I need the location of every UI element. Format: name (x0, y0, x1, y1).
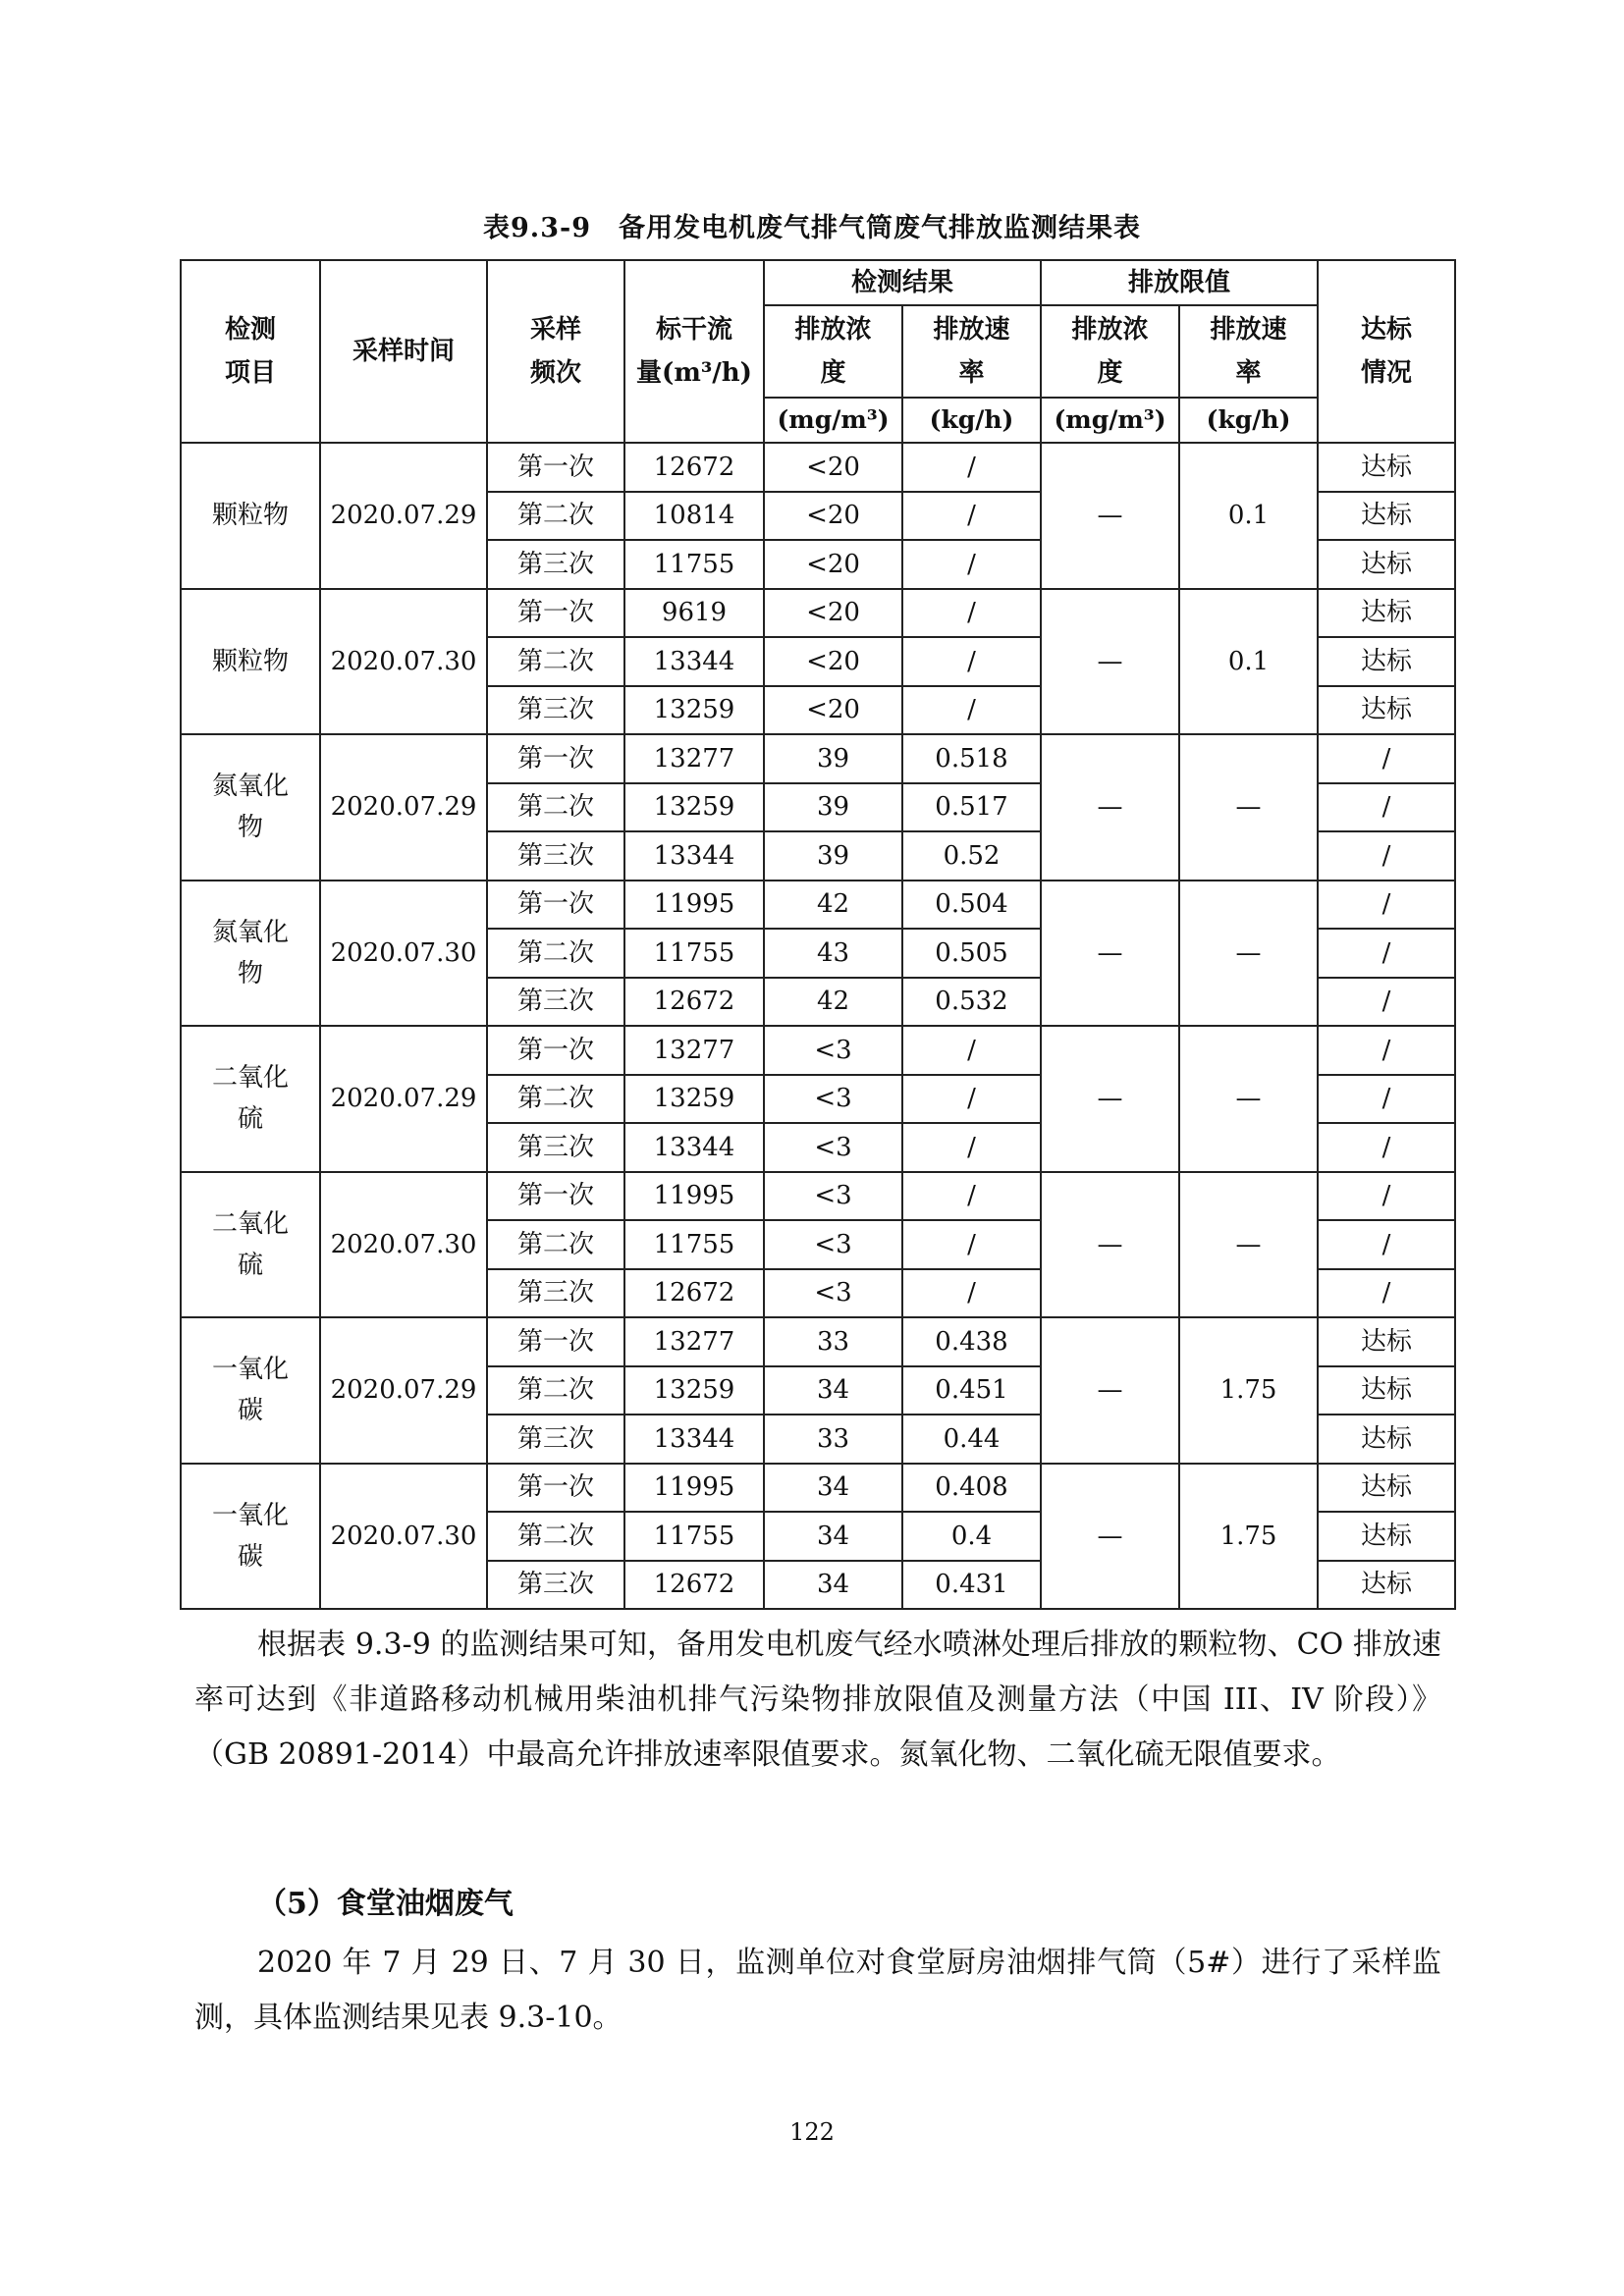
concentration-cell: 33 (764, 1415, 902, 1464)
sample-date-cell: 2020.07.30 (320, 1172, 487, 1318)
frequency-cell: 第一次 (487, 1026, 624, 1075)
unit-conc: (mg/m³) (764, 398, 902, 443)
table-row (181, 881, 1455, 930)
status-cell: 达标 (1318, 1512, 1455, 1561)
status-cell: 达标 (1318, 1366, 1455, 1415)
flow-cell: 11995 (624, 881, 764, 930)
flow-cell: 11995 (624, 1464, 764, 1513)
intro-paragraph: 2020 年 7 月 29 日、7 月 30 日，监测单位对食堂厨房油烟排气筒（5#）进行了采样监测，具体监测结果见表 9.3-10。 (194, 1946, 1441, 2035)
status-cell: / (1318, 1220, 1455, 1269)
status-cell: 达标 (1318, 1561, 1455, 1610)
status-cell: 达标 (1318, 443, 1455, 492)
rate-cell: 0.532 (902, 978, 1041, 1027)
rate-cell: 0.504 (902, 881, 1041, 930)
flow-cell: 13259 (624, 686, 764, 735)
sample-date-cell: 2020.07.30 (320, 881, 487, 1027)
flow-cell: 13277 (624, 734, 764, 783)
flow-cell: 11755 (624, 929, 764, 978)
table-header (181, 260, 1455, 443)
table-row (181, 1026, 1455, 1075)
flow-cell: 13277 (624, 1317, 764, 1366)
frequency-cell: 第三次 (487, 1123, 624, 1172)
pollutant-cell: 二氧化 硫 (181, 1026, 320, 1172)
frequency-cell: 第三次 (487, 1415, 624, 1464)
table-row (181, 589, 1455, 638)
status-cell: 达标 (1318, 1317, 1455, 1366)
flow-cell: 13344 (624, 637, 764, 686)
frequency-cell: 第二次 (487, 929, 624, 978)
concentration-cell: 39 (764, 783, 902, 832)
result-paragraph: 根据表 9.3-9 的监测结果可知，备用发电机废气经水喷淋处理后排放的颗粒物、CO 排放速率可达到《非道路移动机械用柴油机排气污染物排放限值及测量方法（中国 III、IV 阶段）》（GB 20891-2014）中最高允许排放速率限值要求。氮氧化物、二氧化硫无限值要求。 (194, 1628, 1441, 1772)
frequency-cell: 第二次 (487, 1220, 624, 1269)
section-heading: （5）食堂油烟废气 (257, 1887, 514, 1921)
concentration-cell: 42 (764, 978, 902, 1027)
frequency-cell: 第二次 (487, 1075, 624, 1124)
sample-date-cell: 2020.07.29 (320, 734, 487, 881)
unit-rate: (kg/h) (902, 398, 1041, 443)
frequency-cell: 第三次 (487, 1269, 624, 1318)
rate-cell: / (902, 443, 1041, 492)
sample-date-cell: 2020.07.29 (320, 1317, 487, 1464)
limit-concentration-cell: — (1041, 443, 1179, 589)
pollutant-cell: 一氧化 碳 (181, 1317, 320, 1464)
pollutant-cell: 颗粒物 (181, 443, 320, 589)
table-row (181, 734, 1455, 783)
frequency-cell: 第一次 (487, 734, 624, 783)
limit-concentration-cell: — (1041, 1172, 1179, 1318)
flow-cell: 11755 (624, 540, 764, 589)
limit-concentration-cell: — (1041, 1026, 1179, 1172)
status-cell: / (1318, 831, 1455, 881)
flow-cell: 13259 (624, 1075, 764, 1124)
header-item: 检测 项目 (181, 260, 320, 443)
sample-date-cell: 2020.07.30 (320, 589, 487, 735)
header-rate: 排放速 率 (902, 305, 1041, 398)
header-result-group: 检测结果 (764, 260, 1041, 305)
flow-cell: 13259 (624, 783, 764, 832)
concentration-cell: <3 (764, 1123, 902, 1172)
concentration-cell: 34 (764, 1366, 902, 1415)
frequency-cell: 第三次 (487, 540, 624, 589)
concentration-cell: <20 (764, 540, 902, 589)
header-flow: 标干流 量(m³/h) (624, 260, 764, 443)
rate-cell: 0.451 (902, 1366, 1041, 1415)
frequency-cell: 第二次 (487, 783, 624, 832)
concentration-cell: 34 (764, 1561, 902, 1610)
rate-cell: 0.408 (902, 1464, 1041, 1513)
limit-rate-cell: 1.75 (1179, 1317, 1318, 1464)
flow-cell: 12672 (624, 1561, 764, 1610)
status-cell: / (1318, 1123, 1455, 1172)
table-row (181, 1317, 1455, 1366)
frequency-cell: 第一次 (487, 589, 624, 638)
concentration-cell: <20 (764, 637, 902, 686)
limit-rate-cell: — (1179, 881, 1318, 1027)
concentration-cell: 43 (764, 929, 902, 978)
frequency-cell: 第三次 (487, 1561, 624, 1610)
unit-limit-conc: (mg/m³) (1041, 398, 1179, 443)
frequency-cell: 第一次 (487, 443, 624, 492)
status-cell: 达标 (1318, 686, 1455, 735)
rate-cell: / (902, 1026, 1041, 1075)
frequency-cell: 第一次 (487, 1172, 624, 1221)
rate-cell: 0.44 (902, 1415, 1041, 1464)
limit-concentration-cell: — (1041, 589, 1179, 735)
rate-cell: 0.52 (902, 831, 1041, 881)
concentration-cell: 34 (764, 1512, 902, 1561)
table-row (181, 443, 1455, 492)
flow-cell: 12672 (624, 443, 764, 492)
table-caption: 表9.3-9 备用发电机废气排气筒废气排放监测结果表 (483, 213, 1141, 243)
frequency-cell: 第三次 (487, 978, 624, 1027)
rate-cell: / (902, 492, 1041, 541)
frequency-cell: 第二次 (487, 492, 624, 541)
rate-cell: / (902, 589, 1041, 638)
pollutant-cell: 一氧化 碳 (181, 1464, 320, 1610)
status-cell: 达标 (1318, 540, 1455, 589)
concentration-cell: <20 (764, 589, 902, 638)
rate-cell: / (902, 1269, 1041, 1318)
monitoring-results-table (180, 259, 1456, 1610)
pollutant-cell: 颗粒物 (181, 589, 320, 735)
status-cell: 达标 (1318, 492, 1455, 541)
rate-cell: 0.4 (902, 1512, 1041, 1561)
rate-cell: 0.517 (902, 783, 1041, 832)
status-cell: / (1318, 978, 1455, 1027)
header-time: 采样时间 (320, 260, 487, 443)
concentration-cell: 34 (764, 1464, 902, 1513)
limit-concentration-cell: — (1041, 1464, 1179, 1610)
status-cell: / (1318, 881, 1455, 930)
status-cell: 达标 (1318, 637, 1455, 686)
rate-cell: 0.431 (902, 1561, 1041, 1610)
sample-date-cell: 2020.07.30 (320, 1464, 487, 1610)
unit-limit-rate: (kg/h) (1179, 398, 1318, 443)
pollutant-cell: 氮氧化 物 (181, 734, 320, 881)
status-cell: / (1318, 734, 1455, 783)
table-row (181, 1464, 1455, 1513)
flow-cell: 13259 (624, 1366, 764, 1415)
concentration-cell: <3 (764, 1075, 902, 1124)
concentration-cell: 33 (764, 1317, 902, 1366)
flow-cell: 9619 (624, 589, 764, 638)
frequency-cell: 第三次 (487, 831, 624, 881)
status-cell: / (1318, 1075, 1455, 1124)
status-cell: 达标 (1318, 1415, 1455, 1464)
concentration-cell: 39 (764, 734, 902, 783)
flow-cell: 11755 (624, 1512, 764, 1561)
rate-cell: / (902, 1123, 1041, 1172)
pollutant-cell: 二氧化 硫 (181, 1172, 320, 1318)
concentration-cell: 42 (764, 881, 902, 930)
header-conc: 排放浓 度 (764, 305, 902, 398)
status-cell: / (1318, 783, 1455, 832)
rate-cell: 0.438 (902, 1317, 1041, 1366)
limit-rate-cell: 0.1 (1179, 443, 1318, 589)
page-number: 122 (789, 2118, 835, 2146)
concentration-cell: <3 (764, 1172, 902, 1221)
table-row (181, 1172, 1455, 1221)
flow-cell: 11995 (624, 1172, 764, 1221)
rate-cell: 0.518 (902, 734, 1041, 783)
limit-rate-cell: 1.75 (1179, 1464, 1318, 1610)
status-cell: / (1318, 1172, 1455, 1221)
frequency-cell: 第一次 (487, 881, 624, 930)
limit-concentration-cell: — (1041, 1317, 1179, 1464)
rate-cell: / (902, 1075, 1041, 1124)
frequency-cell: 第一次 (487, 1464, 624, 1513)
flow-cell: 10814 (624, 492, 764, 541)
status-cell: / (1318, 1269, 1455, 1318)
limit-rate-cell: — (1179, 734, 1318, 881)
rate-cell: / (902, 1220, 1041, 1269)
concentration-cell: <3 (764, 1026, 902, 1075)
header-freq: 采样 频次 (487, 260, 624, 443)
sample-date-cell: 2020.07.29 (320, 1026, 487, 1172)
header-limit-group: 排放限值 (1041, 260, 1318, 305)
flow-cell: 13344 (624, 1123, 764, 1172)
frequency-cell: 第二次 (487, 1366, 624, 1415)
sample-date-cell: 2020.07.29 (320, 443, 487, 589)
flow-cell: 12672 (624, 1269, 764, 1318)
concentration-cell: <3 (764, 1220, 902, 1269)
status-cell: / (1318, 929, 1455, 978)
rate-cell: / (902, 686, 1041, 735)
concentration-cell: <3 (764, 1269, 902, 1318)
rate-cell: / (902, 637, 1041, 686)
frequency-cell: 第二次 (487, 1512, 624, 1561)
frequency-cell: 第一次 (487, 1317, 624, 1366)
rate-cell: / (902, 1172, 1041, 1221)
header-status: 达标 情况 (1318, 260, 1455, 443)
limit-concentration-cell: — (1041, 881, 1179, 1027)
rate-cell: / (902, 540, 1041, 589)
limit-rate-cell: — (1179, 1172, 1318, 1318)
concentration-cell: <20 (764, 686, 902, 735)
table-body (181, 443, 1455, 1609)
rate-cell: 0.505 (902, 929, 1041, 978)
flow-cell: 13344 (624, 1415, 764, 1464)
flow-cell: 13344 (624, 831, 764, 881)
frequency-cell: 第二次 (487, 637, 624, 686)
status-cell: 达标 (1318, 589, 1455, 638)
flow-cell: 12672 (624, 978, 764, 1027)
flow-cell: 11755 (624, 1220, 764, 1269)
limit-rate-cell: 0.1 (1179, 589, 1318, 735)
flow-cell: 13277 (624, 1026, 764, 1075)
concentration-cell: 39 (764, 831, 902, 881)
header-limit-rate: 排放速 率 (1179, 305, 1318, 398)
limit-concentration-cell: — (1041, 734, 1179, 881)
pollutant-cell: 氮氧化 物 (181, 881, 320, 1027)
status-cell: / (1318, 1026, 1455, 1075)
limit-rate-cell: — (1179, 1026, 1318, 1172)
status-cell: 达标 (1318, 1464, 1455, 1513)
header-limit-conc: 排放浓 度 (1041, 305, 1179, 398)
concentration-cell: <20 (764, 492, 902, 541)
concentration-cell: <20 (764, 443, 902, 492)
frequency-cell: 第三次 (487, 686, 624, 735)
